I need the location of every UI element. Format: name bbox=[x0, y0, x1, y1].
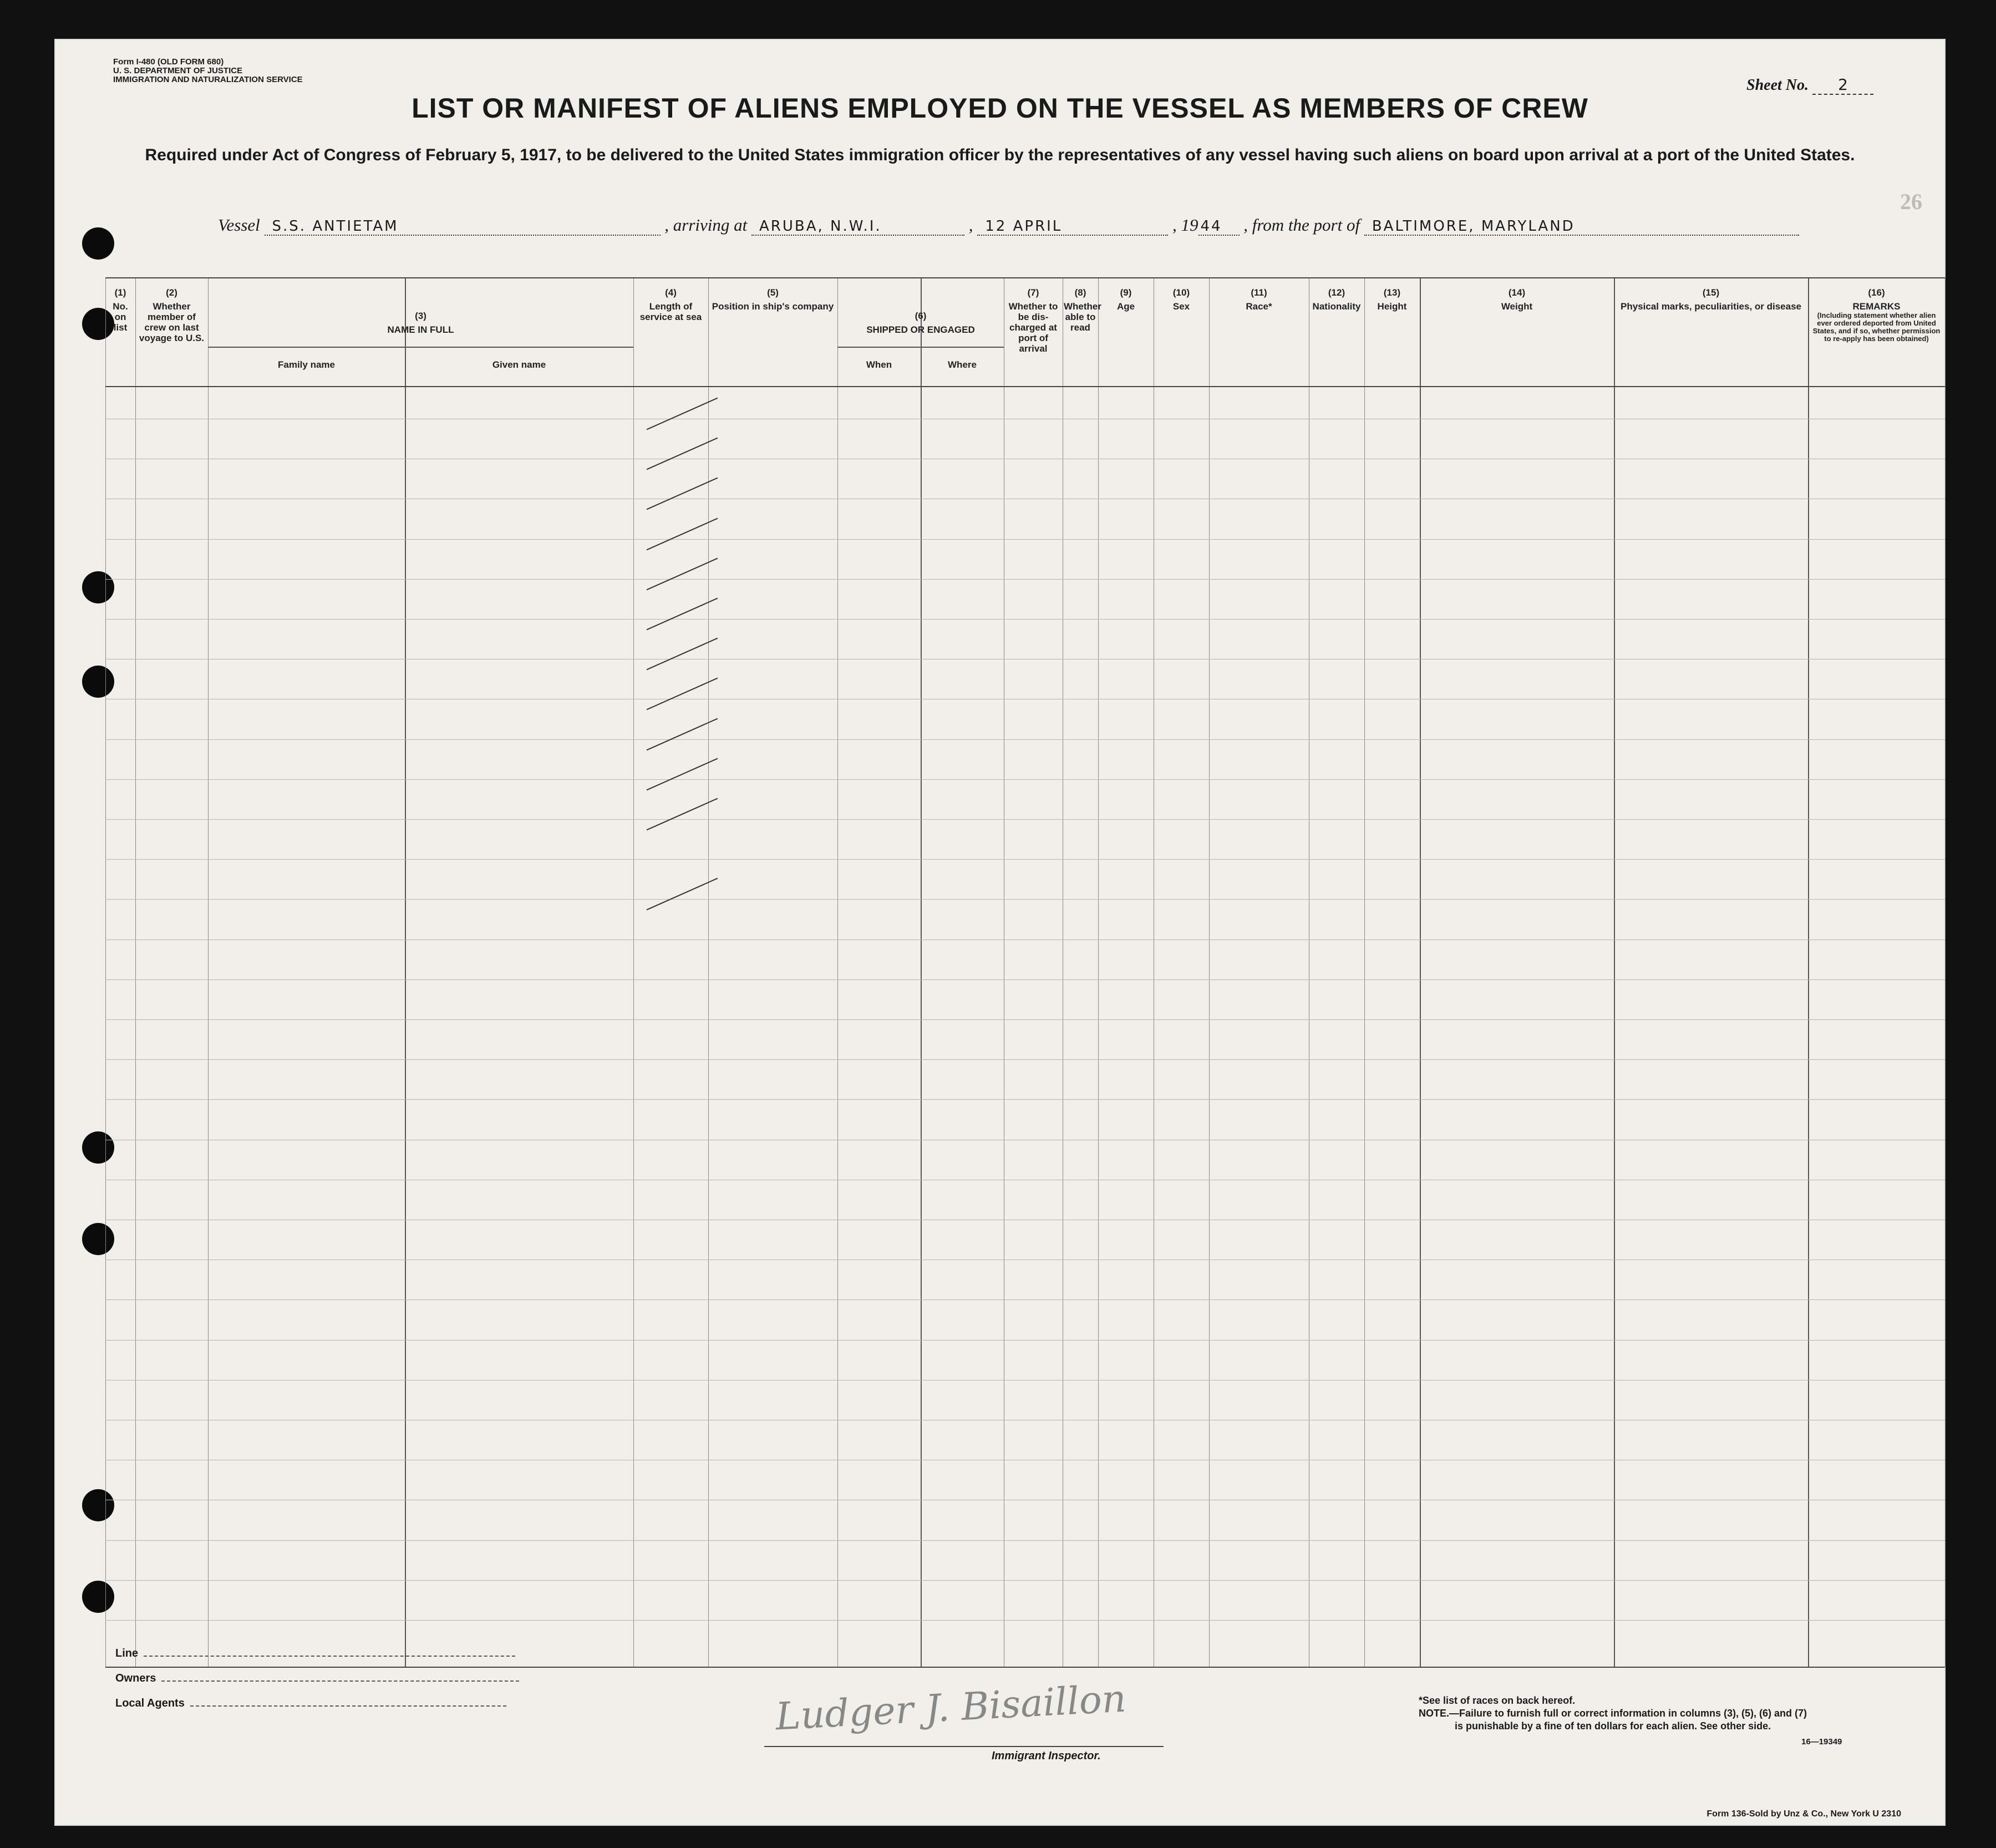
crew-table bbox=[105, 277, 1945, 1667]
column-header-12 bbox=[1310, 287, 1363, 312]
column-label: Age bbox=[1116, 301, 1135, 312]
arrival-port: ARUBA, N.W.I. bbox=[751, 218, 964, 236]
table-top-border bbox=[105, 277, 1945, 278]
column-number: (1) bbox=[114, 287, 126, 298]
column-number: (9) bbox=[1120, 287, 1132, 298]
column-label: Whether to be dis-charged at port of arrival bbox=[1008, 301, 1058, 354]
column-label: No. on list bbox=[113, 301, 128, 333]
service-length-mark bbox=[647, 878, 718, 911]
column-number: (10) bbox=[1172, 287, 1190, 298]
column-number: (16) bbox=[1868, 287, 1885, 298]
service-length-mark bbox=[647, 438, 718, 470]
column-header-13 bbox=[1365, 287, 1419, 312]
column-number: (11) bbox=[1251, 287, 1267, 298]
column-label: Weight bbox=[1501, 301, 1533, 312]
column-number: (14) bbox=[1508, 287, 1526, 298]
column-label: Race* bbox=[1246, 301, 1272, 312]
column-label: Nationality bbox=[1312, 301, 1361, 312]
row-divider bbox=[105, 1059, 1945, 1060]
row-divider bbox=[105, 1340, 1945, 1341]
column-divider bbox=[837, 277, 838, 1667]
header-subdivider bbox=[208, 347, 633, 348]
manifest-sheet bbox=[54, 39, 1946, 1826]
printer-imprint: Form 136-Sold by Unz & Co., New York U 2310 bbox=[1706, 1809, 1901, 1819]
column-divider bbox=[921, 277, 922, 1667]
department-name: U. S. DEPARTMENT OF JUSTICE bbox=[113, 66, 243, 75]
row-divider bbox=[105, 1299, 1945, 1300]
vessel-line: Vessel S.S. ANTIETAM , arriving at ARUBA, N.W.I. , 12 APRIL , 19 44 , from the port of BALTIMORE, MARYLAND bbox=[218, 215, 1799, 236]
row-divider bbox=[105, 739, 1945, 740]
stamp-number: 26 bbox=[1900, 189, 1922, 214]
service-length-mark bbox=[647, 557, 718, 590]
service-length-mark bbox=[647, 758, 718, 790]
service-length-mark bbox=[647, 718, 718, 750]
column-divider bbox=[135, 277, 136, 1667]
row-divider bbox=[105, 1620, 1945, 1621]
column-header-11 bbox=[1210, 287, 1308, 312]
column-header-16 bbox=[1809, 287, 1944, 343]
column-number: (6) bbox=[915, 311, 927, 321]
header-subdivider bbox=[837, 347, 1004, 348]
column-number: (8) bbox=[1074, 287, 1086, 298]
row-divider bbox=[105, 859, 1945, 860]
punch-hole bbox=[82, 227, 114, 260]
row-divider bbox=[105, 539, 1945, 540]
service-length-mark bbox=[647, 638, 718, 671]
column-header-9 bbox=[1099, 287, 1152, 312]
column-label: Sex bbox=[1172, 301, 1190, 312]
column-divider bbox=[708, 277, 709, 1667]
column-number: (4) bbox=[665, 287, 677, 298]
line-field: Line bbox=[115, 1647, 515, 1660]
row-divider bbox=[105, 1540, 1945, 1541]
column-label: Whether member of crew on last voyage to U.S. bbox=[139, 301, 205, 343]
vessel-name: S.S. ANTIETAM bbox=[265, 218, 661, 236]
column-divider bbox=[208, 277, 209, 1667]
column-number: (15) bbox=[1702, 287, 1720, 298]
signature-line bbox=[764, 1746, 1164, 1747]
column-header-3 bbox=[209, 311, 632, 335]
column-divider bbox=[1420, 277, 1421, 1667]
page-title: LIST OR MANIFEST OF ALIENS EMPLOYED ON THE VESSEL AS MEMBERS OF CREW bbox=[412, 93, 1588, 124]
column-divider bbox=[1209, 277, 1210, 1667]
row-divider bbox=[105, 979, 1945, 980]
column-note: (Including statement whether alien ever ordered deported from United States, and if so, whether permission to re-apply has been obtained) bbox=[1812, 311, 1941, 343]
column-number: (13) bbox=[1383, 287, 1401, 298]
column-number: (7) bbox=[1027, 287, 1039, 298]
row-divider bbox=[105, 619, 1945, 620]
row-divider bbox=[105, 579, 1945, 580]
service-length-mark bbox=[647, 798, 718, 831]
row-divider bbox=[105, 819, 1945, 820]
column-label: Physical marks, peculiarities, or disease bbox=[1620, 301, 1801, 312]
column-divider bbox=[1808, 277, 1809, 1667]
arrival-year: 44 bbox=[1198, 218, 1240, 236]
column-header-4 bbox=[634, 287, 707, 322]
inspector-signature: Ludger J. Bisaillon bbox=[774, 1677, 1127, 1739]
column-number: (3) bbox=[415, 311, 426, 321]
column-number: (2) bbox=[166, 287, 177, 298]
arrival-date: 12 APRIL bbox=[977, 218, 1168, 236]
form-number: Form I-480 (OLD FORM 680) bbox=[113, 57, 224, 67]
row-divider bbox=[105, 779, 1945, 780]
column-divider bbox=[633, 277, 634, 1667]
races-note: *See list of races on back hereof. bbox=[1419, 1695, 1576, 1706]
column-label: Height bbox=[1377, 301, 1407, 312]
form-identifier bbox=[113, 58, 303, 84]
column-header-2 bbox=[136, 287, 207, 343]
penalty-note-cont: is punishable by a fine of ten dollars for each alien. See other side. bbox=[1455, 1720, 1771, 1732]
column-header-1 bbox=[106, 287, 134, 333]
penalty-note: NOTE.—Failure to furnish full or correct information in columns (3), (5), (6) and (7) bbox=[1419, 1708, 1807, 1719]
service-length-mark bbox=[647, 478, 718, 510]
column-label: Length of service at sea bbox=[639, 301, 702, 322]
signature-label: Immigrant Inspector. bbox=[992, 1750, 1101, 1762]
page-subtitle: Required under Act of Congress of February 5, 1917, to be delivered to the United States immigration officer by the representatives of any vessel having such aliens on board upon arrival at a port of the United States. bbox=[145, 146, 1855, 164]
column-header-7 bbox=[1005, 287, 1062, 354]
subcolumn-header: When bbox=[866, 359, 892, 370]
service-length-mark bbox=[647, 517, 718, 550]
owners-field: Owners bbox=[115, 1672, 519, 1685]
column-header-15 bbox=[1615, 287, 1807, 312]
column-number: (5) bbox=[767, 287, 779, 298]
column-header-6 bbox=[839, 311, 1003, 335]
sheet-number-value: 2 bbox=[1812, 75, 1873, 95]
column-header-14 bbox=[1421, 287, 1613, 312]
local-agents-field: Local Agents bbox=[115, 1697, 506, 1710]
departure-port: BALTIMORE, MARYLAND bbox=[1364, 218, 1799, 236]
column-divider bbox=[1098, 277, 1099, 1667]
column-divider bbox=[1945, 277, 1946, 1667]
column-divider bbox=[105, 277, 106, 1667]
table-bottom-border bbox=[105, 1667, 1945, 1668]
subcolumn-header: Given name bbox=[492, 359, 546, 370]
column-header-8 bbox=[1064, 287, 1101, 333]
row-divider bbox=[105, 1019, 1945, 1020]
column-label: Whether able to read bbox=[1064, 301, 1101, 333]
subcolumn-header: Family name bbox=[278, 359, 335, 370]
column-label: SHIPPED OR ENGAGED bbox=[866, 324, 975, 335]
column-divider bbox=[1364, 277, 1365, 1667]
column-header-10 bbox=[1155, 287, 1208, 312]
column-label: NAME IN FULL bbox=[387, 324, 454, 335]
form-code: 16—19349 bbox=[1801, 1737, 1842, 1747]
column-number: (12) bbox=[1328, 287, 1345, 298]
column-header-5 bbox=[709, 287, 836, 312]
service-length-mark bbox=[647, 398, 718, 430]
subcolumn-header: Where bbox=[948, 359, 977, 370]
service-length-mark bbox=[647, 678, 718, 710]
column-label: REMARKS bbox=[1852, 301, 1901, 312]
header-bottom-border bbox=[105, 386, 1945, 387]
service-name: IMMIGRATION AND NATURALIZATION SERVICE bbox=[113, 75, 303, 84]
row-divider bbox=[105, 1099, 1945, 1100]
row-divider bbox=[105, 899, 1945, 900]
service-length-mark bbox=[647, 598, 718, 631]
column-label: Position in ship's company bbox=[712, 301, 834, 312]
column-divider bbox=[1614, 277, 1615, 1667]
row-divider bbox=[105, 1580, 1945, 1581]
column-divider bbox=[405, 277, 406, 1667]
sheet-number: Sheet No. 2 bbox=[1746, 75, 1873, 95]
